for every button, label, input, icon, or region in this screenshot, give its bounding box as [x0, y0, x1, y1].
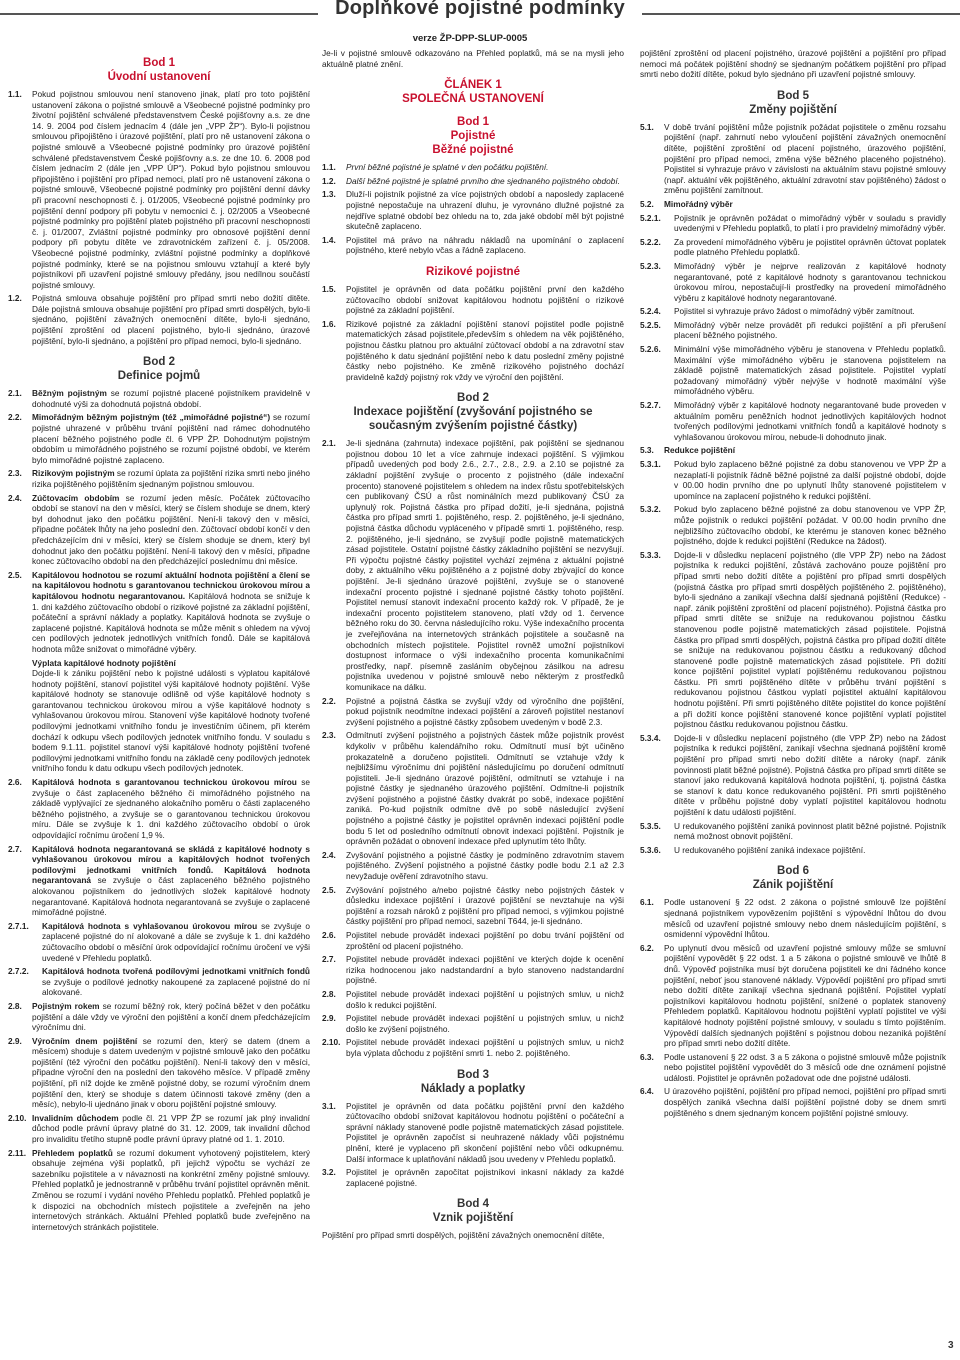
- col3-intro: pojištění zproštění od placení pojistného, úrazové pojištění a pojištění pro případ nemoci má počátek pojištění shodný se sjednaným počátkem pojištění pro případ smrti nebo dožití dítěte, pokud bylo sjednáno při uzavření pojistné smlouvy.: [640, 48, 946, 80]
- c3-item-5-3: 5.3. Redukce pojištění: [640, 445, 736, 456]
- item-2-7-1: 2.7.1. Kapitálová hodnota s vyhlašovanou úrokovou mírou se zvyšuje o zaplacené pojistné do ní alokované a dále se zvyšuje k 1. dni každého zúčtovacího období o měsíční úrok odpovídající ročnímu úročení ve výši uvedené v Přehledu poplatků.: [8, 920, 310, 963]
- c2-item-1-5: 1.5. Pojistitel je oprávněn od data počátku pojištění první den každého zúčtovacího období snižovat kapitálovou hodnotu pojištění o rizikové pojistné za základní pojištění.: [322, 283, 624, 316]
- column-3: [640, 48, 946, 1348]
- c3-item-6-3: 6.3. Podle ustanovení § 22 odst. 3 a 5 zákona o pojistné smlouvě může pojistník nebo pojistitel pojištění vypovědět do 3 měsíců ode dne oznámení pojistné události. Pojistitel je oprávněn požadovat ode dne pojistné události.: [640, 1051, 946, 1083]
- c2-item-1-6: 1.6. Rizikové pojistné za základní pojištění stanoví pojistitel podle pojistně matematických zásad pojistitele,především s ohledem na věk pojištěného, pojistnou částku platnou pro aktuální zúčtovací období a na zdravotní stav pojištěného k datu sjednání pojištění nebo k datu poslední změny pojistné částky nebo pojistného. Ke změně rizikového pojistného dochází pravidelně každý pojistný rok vždy ve výroční den pojištění.: [322, 318, 624, 382]
- item-2-9: 2.9. Výročním dnem pojištění se rozumí den, který se datem (dnem a měsícem) shoduje s datem uvedeným v pojistné smlouvě jako den počátku pojištění (též výroční den počátku pojištění). Není-li takový den v měsíci, připadne výroční den na poslední den takového měsíce. V případě změny pojištění, při níž dojde ke změně pojistné doby, se rozumí výročním dnem pojištění den, který se shoduje s datem účinnosti takové změny (den a měsíc), nebylo-li ujednáno jinak v oboru pojištění pojistné smlouvy.: [8, 1035, 310, 1110]
- c2-item-2-6: 2.6. Pojistitel nebude provádět indexaci pojištění po dobu trvání pojištění od zproštění od placení pojistného.: [322, 930, 624, 951]
- c3-item-6-4: 6.4. U úrazového pojištění, pojištění pro případ nemoci, pojištění pro případ smrti dospělých zaniká všechna další pojištění pojistné doby se dnem smrti pojištěného s dnem sjednaným koncem pojištění pojistné smlouvy.: [640, 1086, 946, 1118]
- c3-item-5-2-1: 5.2.1. Pojistník je oprávněn požádat o mimořádný výběr v souladu s pravidly uvedenými v Přehledu poplatků, to platí i pro pravidelný mimořádný výběr.: [640, 212, 946, 234]
- c3-item-6-2: 6.2. Po uplynutí dvou měsíců od uzavření pojistné smlouvy může se smluvní pojištění vypovědět § 22 odst. 1 a 5 zákona o pojistné smlouvě ve lhůtě 8 dnů. Výpověď pojistníka musí být doručena pojistiteli ke dni řádného konce pojištění, neboť jsou stanovené náklady. Výpovědí pojištění pro případ smrti nebo dožití dítěte zanikají všechna sjednaná pojištění. Pojistitel vyplatí pojistníkovi kapitálovou hodnotu pojištění, snížené o poplatek stanovený Přehledem poplatků. Kapitálovou hodnotu pojištění vyplatí pojistitel ve výši kapitálové hodnoty pojištění pojistné smlouvy, v souladu s tímto pojištěním. Výpovědí dalších sjednaných pojištění s pojistnou dobou nezaniká pojištění pro případ smrti nebo dožití dítěte.: [640, 942, 946, 1049]
- item-2-5: 2.5. Kapitálovou hodnotou se rozumí aktuální hodnota pojištění a člení se na kapitálovou hodnotu s garantovanou technickou úrokovou mírou a kapitálovou hodnotu negarantovanou. Kapitálová hodnota se snižuje k 1. dni každého zúčtovacího období o rizikové pojistné za základní pojištění, počáteční a správní náklady a poplatky. Kapitálová hodnota se zvyšuje o zaplacené pojistné. Kapitálová hodnota se může měnit s ohledem na vývoj cen podílových jednotek jednotlivých vnitřních fondů. Dále se kapitálová hodnota může snižovat o mimořádné výběry.: [8, 569, 310, 654]
- c2-item-1-3: 1.3. Dluží-li pojistník pojistné za více pojistných období a naposledy zaplacené pojistné nepostačuje na uhrazení dluhu, je vyrovnáno dlužné pojistné za nejdříve splatné období bez ohledu na to, zda jaké období měl být pojistné skutečně zaplaceno.: [322, 189, 624, 232]
- item-2-7-2: 2.7.2. Kapitálová hodnota tvořená podílovými jednotkami vnitřních fondů se zvyšuje o podílové jednotky nakoupené za zaplacené pojistné do ní alokované.: [8, 966, 310, 998]
- c3-item-5-3-5: 5.3.5. U redukovaného pojištění zaniká povinnost platit běžné pojistné. Pojistník nemá možnost obnovit pojištění.: [640, 820, 946, 842]
- col2-bod2-heading: Bod 2 Indexace pojištění (zvyšování pojistného se současným zvýšením pojistné částky): [353, 392, 593, 433]
- page-number: 3: [948, 1340, 954, 1351]
- version-code: verze ŽP-DPP-SLUP-0005: [412, 33, 528, 44]
- c3-item-5-2-4: 5.2.4. Pojistitel si vyhrazuje právo žádost o mimořádný výběr zamítnout.: [640, 306, 915, 317]
- c3-item-5-3-6: 5.3.6. U redukovaného pojištění zaniká indexace pojištění.: [640, 844, 866, 855]
- column-2: [322, 48, 624, 1348]
- c2-item-1-4: 1.4. Pojistitel má právo na náhradu nákladů na upomínání o zaplacení pojistného, které nebylo včas a řádně zaplaceno.: [322, 234, 624, 256]
- col2-bod3-heading: Bod 3 Náklady a poplatky: [420, 1068, 526, 1095]
- c2-item-1-1: 1.1. První běžné pojistné je splatné v den počátku pojištění.: [322, 162, 549, 173]
- col2-bod4-text: Pojištění pro případ smrti dospělých, pojištění závažných onemocnění dítěte,: [322, 1230, 605, 1241]
- c3-item-5-2-5: 5.2.5. Mimořádný výběr nelze provádět při redukci pojištění a při přerušení placení běžného pojistného.: [640, 319, 946, 341]
- c2-item-2-8: 2.8. Pojistitel nebude provádět indexaci pojištění u pojistných smluv, u nichž došlo k redukci pojištění.: [322, 988, 624, 1010]
- item-2-2: 2.2. Mimořádným běžným pojistným (též „mimořádné pojistné“) se rozumí pojistné uhrazené v průběhu trvání pojištění nad rámec dohodnutého placení běžného pojistného podle čl. 6 VPP ŽP. Dohodnutým pojistným obdobím u mimořádného pojistného se rozumí pojistné období, ve kterém bylo mimořádné pojistné zaplaceno.: [8, 412, 310, 465]
- c3-item-5-1: 5.1. V době trvání pojištění může pojistník požádat pojistitele o změnu rozsahu pojištění (např. zahrnutí nebo vyloučení pojištění závažných onemocnění dítěte, pojištění zproštění od placení pojistného, úrazového pojištění, pojištění pro případ nemoci, změna výše běžného placeného pojistného). Pojistitel si vyhrazuje právo v závislosti na aktuálním stavu pojistné smlouvy (např. aktuální věk pojištěného, aktuální zdravotní stav pojištěného) žádost o změnu pojištění zamítnout.: [640, 121, 946, 196]
- c3-item-6-1: 6.1. Podle ustanovení § 22 odst. 2 zákona o pojistné smlouvě lze pojištění sjednaná pojistníkem vypovězením pojištění s výpovědní lhůtou do dvou měsíců od uzavření pojistné smlouvy nebo dnem následujícím pojištění, s osmidenní výpovědní lhůtou.: [640, 897, 946, 940]
- item-2-10: 2.10. Invalidním důchodem podle čl. 21 VPP ŽP se rozumí jak plný invalidní důchod podle právní úpravy platné do 31. 12. 2009, tak invalidní důchod pro invaliditu třetího stupně podle právní úpravy platné od 1. 1. 2010.: [8, 1112, 310, 1145]
- c2-item-3-1: 3.1. Pojistitel je oprávněn od data počátku pojištění první den každého zúčtovacího období snižovat kapitálovou hodnotu pojištění o počáteční a správní náklady stanovené podle pojistně matematických zásad pojistitele. Pojistitel je oprávněn započíst si neuhrazené náklady vůči pojistnému plnění, které je vyplaceno při skončení pojištění nebo vůči odkupnému. Další informace k uplatňování nákladů jsou uvedeny v Přehledu poplatků.: [322, 1100, 624, 1164]
- page-title: Doplňkové pojistné podmínky: [335, 0, 625, 19]
- bod5-heading: Bod 5 Změny pojištění: [749, 89, 837, 116]
- c3-item-5-2-2: 5.2.2. Za provedení mimořádného výběru je pojistitel oprávněn účtovat poplatek podle platného Přehledu poplatků.: [640, 236, 946, 258]
- c3-item-5-2-3: 5.2.3. Mimořádný výběr je nejprve realizován z kapitálové hodnoty negarantované, poté z kapitálové hodnoty s garantovanou technickou úrokovou mírou, nepostačují-li prostředky na provedení mimořádného výběru z kapitálové hodnoty negarantované.: [640, 260, 946, 303]
- c2-item-2-2: 2.2. Pojistné a pojistná částka se zvyšují vždy od výročního dne pojištění, pokud pojistník neodmítne indexaci pojištění a zároveň pojistitel nestanoví zvýšení pojistného a pojistné částky způsobem uvedeným v bodě 2.3.: [322, 695, 624, 727]
- bod1-heading: Bod 1 Úvodní ustanovení: [107, 57, 211, 83]
- vyplata-block: Výplata kapitálové hodnoty pojištění Dojde-li k zániku pojištění nebo k pojistné události s výplatou kapitálové hodnoty pojištění, stanoví pojistitel výši kapitálové hodnoty pojištění. Výše kapitálové hodnoty se stanovuje odlišně od výše kapitálové hodnoty s garantovanou technickou úrokovou mírou a výše kapitálové hodnoty s vyhlašovanou úrokovou mírou. Stanovení výše kapitálové hodnoty tvořené podílovými jednotkami vnitřního fondu je investičním účinem, při kterém dochází k odkupu všech podílových jednotek vnitřního fondu. V souladu s bodem 9.1.11. pojistitel stanoví výši kapitálové hodnoty pojištění tvořené podílovými jednotkami vnitřního fondu na základě ceny podílových jednotek vnitřního fondu k datu odkupu všech podílových jednotek.: [32, 657, 310, 774]
- c3-item-5-2: 5.2. Mimořádný výběr: [640, 198, 733, 209]
- c2-item-3-2: 3.2. Pojistitel je oprávněn započítat pojistníkovi inkasní náklady za každé zaplacené pojistné.: [322, 1167, 624, 1188]
- header-rule-right: [642, 13, 960, 15]
- header-rule-left: [0, 13, 318, 15]
- page-header: [0, 0, 960, 34]
- c2-item-2-1: 2.1. Je-li sjednána (zahrnuta) indexace pojištění, pak pojištění se sjednanou pojistnou dobou 10 let a více zahrnuje indexaci pojištění. S výjimkou případů uvedených pod body 2.6., 2.7., 2.8., 2.9. a 2.10 se pojistné za základní pojištění zvyšuje o procento z pojistného (dále indexační procento) stanovené pojistitelem s ohledem na index růstu spotřebitelských cen publikovaný ČSÚ a růst nominálních mezd publikovaný ČSÚ za uplynulý rok. Pojistná částka pro případ dožití, je-li sjednána, pojistná částka pro případ smrti 1. pojištěného, resp. 2. pojištěného, je-li sjednáno, pojistná částka důchodu vypláceného v případě smrti 1. pojištěného, resp. 2. pojištěného, je-li sjednáno, se zvyšují podle pojistně matematických zásad pojistitele. Ostatní pojistné částky základního pojištění se nezvyšují. Při výpočtu pojistné částky pojistitel vychází zejména z aktuální pojistné doby, z aktuálního věku pojištěného a z pojistné doby zbývající do konce pojištění. Je-li sjednáno úrazové pojištění, zvyšuje se o stanovené indexační procento pojistné i sjednané pojistné částky tohoto pojištění. Pojistitel nemusí stanovit indexační procento každý rok. V případě, že je indexační procento pojistitelem stanoveno, platí vždy od 1. července běžného roku do 30. června následujícího roku. Výše indexačního procenta je zveřejňována na internetových stránkách pojistitele a současně na obchodních místech pojistitele. Pojistitel rovněž umožní pojistníkovi dostupnost informace o výši indexačního procenta komunikačními prostředky, např. písemně zasláním obyčejnou zásilkou na adresu pojistníka uvedenou v pojistné smlouvě nebo některým z prostředků komunikace na dálku.: [322, 438, 624, 692]
- item-1-1: 1.1. Pokud pojistnou smlouvou není stanoveno jinak, platí pro toto pojištění ustanovení zákona o pojistné smlouvě a Všeobecné pojistné podmínky pro životní pojištění schválené představenstvem České pojišťovny a.s. ze dne 14. 9. 2004 pod číslem jednacím 4 (dále jen „VPP ŽP“). Bylo-li pojistnou smlouvou připojištěno i úrazové pojištění, platí pro ně ustanovení zákona o pojistné smlouvě a Všeobecné pojistné podmínky pro úrazové pojištění schválené představenstvem České pojišťovny a.s. ze dne 10. 6. 2008 pod číslem jednacím 2 (dále jen „VPP ÚP“). Pokud bylo pojistnou smlouvou připojištěno i pojištění pro případ nemoci, platí pro ně ustanovení zákona o pojistné smlouvě, Všeobecné pojistné podmínky pro pojištění denní dávky při pracovní neschopnosti č. j. 01/2005, Všeobecné pojistné podmínky pro pojištění denní podpory při pobytu v nemocnici č. j. 02/2005 a Všeobecné pojistné podmínky pro pojištění plateb pojistného při pracovní neschopnosti č. j. 01/2007, Zvláštní pojistné podmínky pro obnosové pojištění denní podpory při pobytu dítěte ve zdravotnickém zařízení č. j. 05/2008. Všeobecné pojistné podmínky, zvláštní pojistné podmínky a doplňkové pojistné podmínky, které se na pojistnou smlouvu vztahují a které byly pojistníkovi při uzavření pojistné smlouvy předány, jsou nedílnou součástí pojistné smlouvy.: [8, 89, 310, 290]
- col2-bod1-heading: Bod 1 Pojistné Běžné pojistné: [432, 116, 514, 157]
- item-2-8: 2.8. Pojistným rokem se rozumí běžný rok, který počíná běžet v den počátku pojištění a dále vždy ve výroční den pojištění a končí dnem předcházejícím výročnímu dni.: [8, 1000, 310, 1033]
- col2-bod4-heading: Bod 4 Vznik pojištění: [432, 1198, 514, 1225]
- item-1-2: 1.2. Pojistná smlouva obsahuje pojištění pro případ smrti nebo dožití ditěte. Dále pojistná smlouva obsahuje pojištění pro případ smrti dospělých, bylo-li sjednáno, pojištění závažných onemocnění dítěte, bylo-li sjednáno, pojištění zproštění od placení pojistného, bylo-li sjednáno, úrazové pojištění, bylo-li sjednáno, a pojištění pro případ nemoci, bylo-li sjednáno.: [8, 293, 310, 346]
- c3-item-5-3-1: 5.3.1. Pokud bylo zaplaceno běžné pojistné za dobu stanovenou ve VPP ŽP a nezaplatí-li pojistník řádně běžné pojistné za další pojistné období, dojde v 00.00 hodin prvního dne po uplynutí lhůty stanovené pojistitelem v upomínce na zaplacení pojistného k redukci pojištění.: [640, 459, 946, 501]
- rizikove-heading: Rizikové pojistné: [426, 265, 520, 278]
- item-2-7: 2.7. Kapitálová hodnota negarantovaná se skládá z kapitálové hodnoty s vyhlašovanou úrokovou mírou a kapitálových hodnot tvořených podílovými jednotkami vnitřních fondů. Kapitálová hodnota negarantovaná se zvyšuje o část zaplaceného běžného pojistného alokovanou pojistníkem do jednotlivých složek kapitálové hodnoty negarantované. Kapitálová hodnota negarantovaná se zvyšuje o zaplacené mimořádné pojistné.: [8, 843, 310, 918]
- c3-item-5-2-7: 5.2.7. Mimořádný výběr z kapitálové hodnoty negarantované bude proveden v aktuálním poměru peněžních hodnot jednotlivých kapitálových hodnot tvořených podílovými jednotkami vnitřních fondů a kapitálové hodnoty s vyhlašovanou úrokovou mírou, nebude-li dohodnuto jinak.: [640, 400, 946, 442]
- c3-item-5-2-6: 5.2.6. Minimální výše mimořádného výběru je stanovena v Přehledu poplatků. Maximální výše mimořádného výběru je stanovena pojistitelem na základě pojistně matematických zásad pojistitele. Pojistitel vyplatí požadovaný mimořádný výběr nejvýše v hodnotě maximální výše mimořádného výběru.: [640, 344, 946, 397]
- column-1: [8, 48, 310, 1348]
- clanek-heading: ČLÁNEK 1 SPOLEČNÁ USTANOVENÍ: [402, 79, 544, 106]
- c2-item-2-4: 2.4. Zvyšování pojistného a pojistné částky je podmíněno zdravotním stavem pojištěného. Zvýšení pojistného a pojistné částky podle bodu 2.1 až 2.3 nevyžaduje ověření zdravotního stavu.: [322, 849, 624, 882]
- c2-item-2-5: 2.5. Zvýšování pojistného a/nebo pojistné částky nebo pojistných částek v důsledku indexace pojištění i úrazové pojištění se nevztahuje na výši pojištění a rozsah nároků z pojištění pro případ nemoci, s výjimkou pojistné částky pojištění pro případ nemoci, sazební T644, je-li sjednáno.: [322, 884, 624, 927]
- c3-item-5-3-4: 5.3.4. Dojde-li v důsledku neplacení pojistného (dle VPP ŽP) nebo na žádost pojistníka k redukci pojištění, zanikají všechna sjednaná pojištění kromě pojištění pro případ smrti nebo dožití dítěte a nároky (např. zánik povinnosti platit běžné pojistné). Pojistná částka pro případ smrti dítěte se stanoví jako redukovaná kapitálová hodnota pojištění, tj. pojistná částka se stanoví k datu konce redukovaného pojištění. Při smrti pojištěného dítěte v průběhu pojistné doby vyplatí pojistitel kapitálovou hodnotu pojištění k datu události pojištění.: [640, 732, 946, 817]
- c2-item-1-2: 1.2. Další běžné pojistné je splatné prvního dne sjednaného pojistného období.: [322, 175, 620, 186]
- c3-item-5-3-2: 5.3.2. Pokud bylo zaplaceno běžné pojistné za dobu stanovenou ve VPP ŽP, může pojistník o redukci pojištění požádat. V 00.00 hodin prvního dne nejbližšího zúčtovacího období, ke kterému je stanoven konec běžného pojistného, dojde k redukci pojištění (Redukce na žádost).: [640, 504, 946, 547]
- c2-item-2-3: 2.3. Odmítnutí zvýšení pojistného a pojistných částek může pojistník provést kdykoliv v průběhu kalendářního roku. Odmítnutí musí být učiněno prokazatelně a doručeno pojistiteli. Odmítnutí se vztahuje vždy k nejbližšímu výročnímu dni pojištění následujícímu po doručení odmítnutí pojistiteli. Je-li sjednáno úrazové pojištění, odmítnutí se vztahuje i na pojistné částky je sjednaného úrazového pojištění. Odmítne-li pojistník zvýšení pojistného a pojistné částky dvakrát po sobě, indexace pojištění zaniká. Po-kud pojistník odmítne dvě po sobě následující zvýšení pojistného a pojistné částky je pojistitel oprávněn indexaci pojištění podle bodu 5 let od posledního odmítnutí obnovit indexaci pojištění. Pojistník je oprávněn požádat o obnovení indexace před uplynutím této lhůty.: [322, 730, 624, 847]
- c2-item-2-10: 2.10. Pojistitel nebude provádět indexaci pojištění u pojistných smluv, u nichž byla výplata důchodu z pojištění smrti 1. nebo 2. pojištěného.: [322, 1037, 624, 1058]
- item-2-1: 2.1. Běžným pojistným se rozumí pojistné placené pojistníkem pravidelně v dohodnuté výši za dohodnutá pojistná období.: [8, 388, 310, 409]
- item-2-4: 2.4. Zúčtovacím obdobím se rozumí jeden měsíc. Počátek zúčtovacího období se stanoví na den v měsíci, který se číslem shoduje se dnem, který byl dohodnut jako den počátku pojištění. Není-li takový den v měsíci, připadne počátek lhůty na jeho poslední den. Zúčtovací období končí v den předcházejícím dni v měsíci, který se číslem shoduje se dnem, který byl dohodnut jako den počátku pojištění. Není-li takový den v měsíci, připadne konec zúčtovacího období na den předcházející poslednímu dni měsíce.: [8, 492, 310, 567]
- bod2-heading: Bod 2 Definice pojmů: [117, 356, 201, 383]
- bod6-heading: Bod 6 Zánik pojištění: [752, 865, 834, 892]
- item-2-6: 2.6. Kapitálová hodnota s garantovanou technickou úrokovou mírou se zvyšuje o část zaplaceného běžného či mimořádného pojistného na základě vyplývající ze sjednaného alokačního poměru o části zaplaceného běžného pojistného, a zvyšuje se o garantovanou technickou úrokovou míru. Dále se zvyšuje k 1. dni každého zúčtovacího období o úrok odpovídající ročnímu úročení 1,9 %.: [8, 777, 310, 840]
- item-2-3: 2.3. Rizikovým pojistným se rozumí úplata za pojištění rizika smrti nebo jiného rizika pojištěného pojištěním sjednaným pojistnou smlouvou.: [8, 468, 310, 489]
- c3-item-5-3-3: 5.3.3. Dojde-li v důsledku neplacení pojistného (dle VPP ŽP) nebo na žádost pojistníka k redukci pojištění, zůstává zachováno pouze pojištění pro případ smrti nebo dožití dítěte a pojištění pro případ smrti dospělých (pojistná částka pro případ smrti dospělých pojištěného 2. pojištěného), bylo-li sjednáno a zanikají všechna další sjednaná pojištění (Redukce) - např. zánik pojištění zproštění od placení pojistného). Pojistná částka pro případ smrti dítěte se snižuje na redukovanou pojistnou částku stanovenou podle pojistně matematických zásad pojistitele. Pojistná částka pro případ smrti dospělých, pojistná částka pro případ dožití dítěte se snižuje na redukovanou pojistnou částku a redukovaný důchod stanovené podle pojistně matematických zásad pojistitele. Při dožití konce pojištění pojistitel vyplatí pojištěnému redukovanou pojistnou částku. Při smrti pojištěného dítěte v průběhu trvání pojištění s redukovanou pojistnou částkou vyplatí pojistitel aktuální kapitálovou hodnotu pojištění. Při smrti pojištěného dítěte pojistitel do konce pojištění a při dožití konce pojištění stanovené konce pojištění vyplatí pojistitel pojistnou částku redukovanou pojistnou částku.: [640, 549, 946, 730]
- col2-intro: Je-li v pojistné smlouvě odkazováno na Přehled poplatků, má se na mysli jeho aktuálně platné znění.: [322, 48, 624, 69]
- item-2-11: 2.11. Přehledem poplatků se rozumí dokument vyhotovený pojistitelem, který obsahuje zejména výši poplatků, při jejichž výpočtu se vychází ze sazebníku pojistitele a v návaznosti na konkrétní změny pojistné smlouvy. Přehled poplatků je jednostranně v průběhu trvání pojistitel oprávněn měnit. Změnou se rozumí i vydání nového Přehledu poplatků. Přehled poplatků je k dispozici na obchodních místech pojistitele a zveřejněn na jeho internetových stránkách. Aktuální Přehled poplatků bude zveřejněno na internetových stránkách pojistitele.: [8, 1147, 310, 1232]
- c2-item-2-7: 2.7. Pojistitel nebude provádět indexaci pojištění ve kterých dojde k ocenění rizika hodnocenou jako nadstandardní a bylo stanoveno nadstandardní pojistné.: [322, 954, 624, 986]
- c2-item-2-9: 2.9. Pojistitel nebude provádět indexaci pojištění u pojistných smluv, u nichž došlo ke zvýšení pojistného.: [322, 1013, 624, 1034]
